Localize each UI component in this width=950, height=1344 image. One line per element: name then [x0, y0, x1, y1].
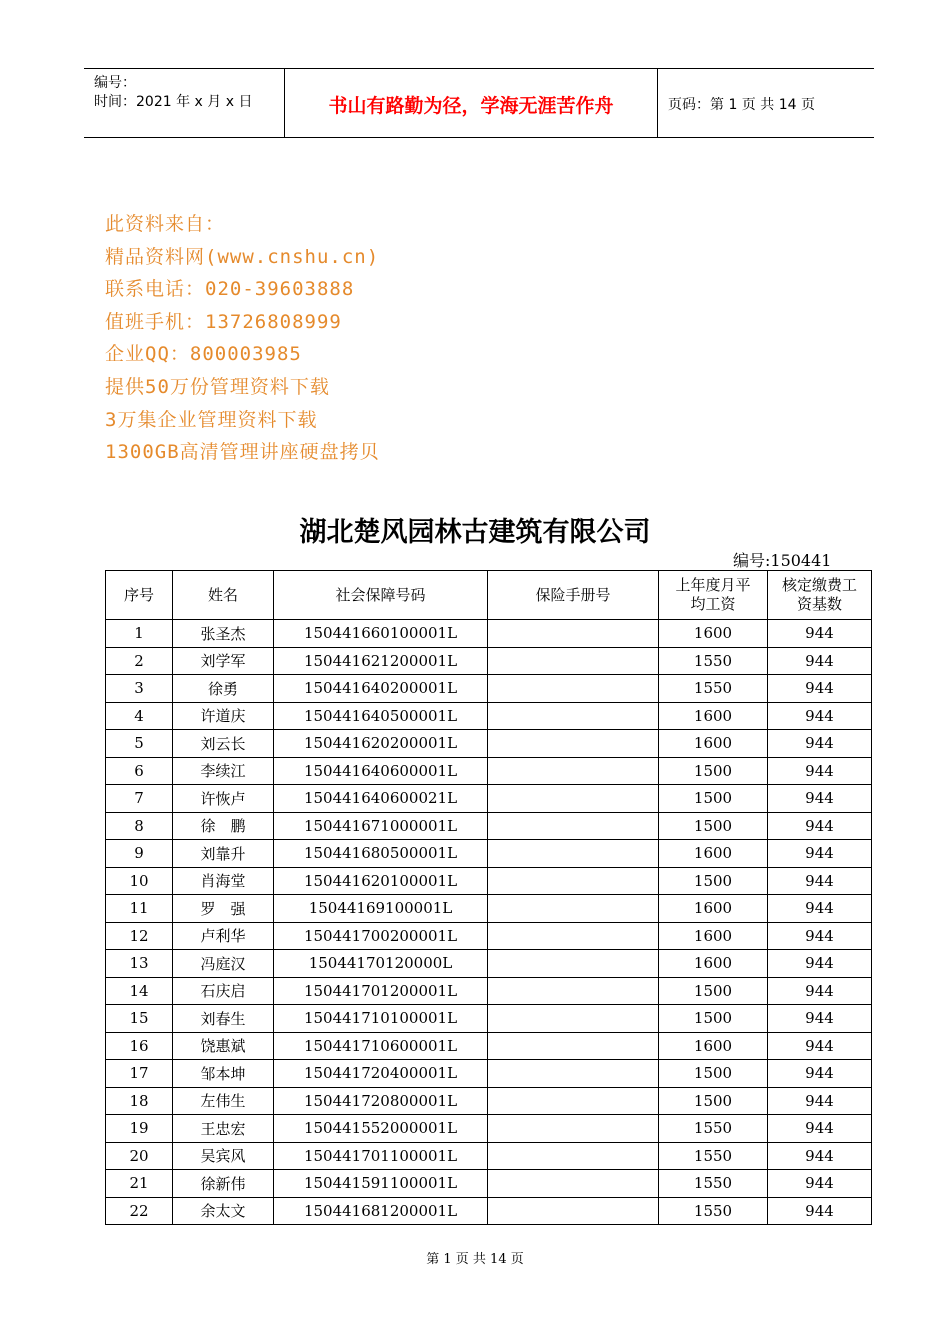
page-info-text: 页码：第 1 页 共 14 页	[668, 97, 815, 113]
avg-monthly-wage: 1600	[659, 840, 768, 868]
column-header: 上年度月平均工资	[659, 571, 768, 620]
employee-name: 张圣杰	[173, 620, 274, 648]
insurance-book-number	[488, 647, 659, 675]
social-security-number: 150441701200001L	[274, 977, 488, 1005]
insurance-book-number	[488, 757, 659, 785]
social-security-number: 150441640500001L	[274, 702, 488, 730]
contribution-base: 944	[768, 675, 872, 703]
contribution-base: 944	[768, 1032, 872, 1060]
insurance-book-number	[488, 1060, 659, 1088]
row-index: 6	[106, 757, 173, 785]
page-info-cell	[658, 69, 874, 137]
avg-monthly-wage: 1600	[659, 895, 768, 923]
row-index: 18	[106, 1087, 173, 1115]
insurance-book-number	[488, 867, 659, 895]
avg-monthly-wage: 1550	[659, 1142, 768, 1170]
source-line: 提供50万份管理资料下载	[105, 375, 330, 398]
employee-name: 刘春生	[173, 1005, 274, 1033]
table-row	[106, 1060, 872, 1088]
insurance-book-number	[488, 950, 659, 978]
contribution-base: 944	[768, 895, 872, 923]
table-row	[106, 922, 872, 950]
row-index: 2	[106, 647, 173, 675]
avg-monthly-wage: 1600	[659, 730, 768, 758]
column-header: 姓名	[173, 571, 274, 620]
table-row	[106, 1032, 872, 1060]
employee-name: 刘学军	[173, 647, 274, 675]
employee-name: 刘靠升	[173, 840, 274, 868]
avg-monthly-wage: 1600	[659, 620, 768, 648]
avg-monthly-wage: 1500	[659, 785, 768, 813]
contribution-base: 944	[768, 620, 872, 648]
source-line: 3万集企业管理资料下载	[105, 408, 318, 431]
table-row	[106, 702, 872, 730]
employee-name: 许道庆	[173, 702, 274, 730]
contribution-base: 944	[768, 757, 872, 785]
motto-cell	[285, 69, 658, 137]
employee-name: 徐新伟	[173, 1170, 274, 1198]
social-security-number: 150441720400001L	[274, 1060, 488, 1088]
source-line: 1300GB高清管理讲座硬盘拷贝	[105, 441, 380, 464]
social-security-number: 15044170120000L	[274, 950, 488, 978]
insurance-book-number	[488, 1170, 659, 1198]
document-number: 编号:150441	[733, 551, 832, 570]
social-security-number: 150441621200001L	[274, 647, 488, 675]
insurance-book-number	[488, 840, 659, 868]
avg-monthly-wage: 1550	[659, 675, 768, 703]
insurance-book-number	[488, 1087, 659, 1115]
contribution-base: 944	[768, 922, 872, 950]
insurance-book-number	[488, 922, 659, 950]
insurance-book-number	[488, 1032, 659, 1060]
contribution-base: 944	[768, 1005, 872, 1033]
row-index: 22	[106, 1197, 173, 1225]
avg-monthly-wage: 1500	[659, 757, 768, 785]
insurance-book-number	[488, 977, 659, 1005]
contribution-base: 944	[768, 1087, 872, 1115]
contribution-base: 944	[768, 867, 872, 895]
social-security-number: 150441671000001L	[274, 812, 488, 840]
table-row	[106, 1005, 872, 1033]
page-footer: 第 1 页 共 14 页	[426, 1252, 524, 1267]
source-line: 值班手机：13726808999	[105, 310, 342, 333]
contribution-base: 944	[768, 1115, 872, 1143]
date-label: 时间：2021 年 x 月 x 日	[94, 94, 253, 110]
table-row	[106, 1142, 872, 1170]
employee-name: 左伟生	[173, 1087, 274, 1115]
contribution-base: 944	[768, 1060, 872, 1088]
social-security-number: 150441620200001L	[274, 730, 488, 758]
social-security-number: 150441681200001L	[274, 1197, 488, 1225]
doc-number-label: 编号：	[94, 75, 136, 91]
row-index: 21	[106, 1170, 173, 1198]
social-security-number: 150441640600001L	[274, 757, 488, 785]
social-security-number: 150441720800001L	[274, 1087, 488, 1115]
row-index: 13	[106, 950, 173, 978]
row-index: 3	[106, 675, 173, 703]
table-row	[106, 675, 872, 703]
contribution-base: 944	[768, 647, 872, 675]
table-row	[106, 840, 872, 868]
social-security-number: 150441680500001L	[274, 840, 488, 868]
row-index: 5	[106, 730, 173, 758]
avg-monthly-wage: 1500	[659, 977, 768, 1005]
social-security-number: 150441660100001L	[274, 620, 488, 648]
employee-name: 肖海堂	[173, 867, 274, 895]
table-row	[106, 977, 872, 1005]
social-security-number: 150441710100001L	[274, 1005, 488, 1033]
employee-name: 邹本坤	[173, 1060, 274, 1088]
table-row	[106, 812, 872, 840]
source-line: 联系电话：020-39603888	[105, 278, 355, 301]
header-meta-cell	[84, 69, 285, 137]
employee-name: 卢利华	[173, 922, 274, 950]
row-index: 16	[106, 1032, 173, 1060]
table-row	[106, 1115, 872, 1143]
avg-monthly-wage: 1550	[659, 1115, 768, 1143]
source-line: 企业QQ：800003985	[105, 343, 302, 366]
source-line: 精品资料网(www.cnshu.cn)	[105, 245, 380, 268]
social-security-number: 150441700200001L	[274, 922, 488, 950]
row-index: 1	[106, 620, 173, 648]
insurance-book-number	[488, 730, 659, 758]
source-info-block	[105, 208, 380, 469]
column-header: 核定缴费工资基数	[768, 571, 872, 620]
social-security-number: 150441591100001L	[274, 1170, 488, 1198]
contribution-base: 944	[768, 950, 872, 978]
avg-monthly-wage: 1550	[659, 1197, 768, 1225]
table-row	[106, 647, 872, 675]
social-security-number: 150441710600001L	[274, 1032, 488, 1060]
avg-monthly-wage: 1600	[659, 702, 768, 730]
employee-name: 李续江	[173, 757, 274, 785]
table-row	[106, 1087, 872, 1115]
avg-monthly-wage: 1500	[659, 867, 768, 895]
table-row	[106, 867, 872, 895]
employee-name: 许恢卢	[173, 785, 274, 813]
social-security-number: 150441701100001L	[274, 1142, 488, 1170]
insurance-book-number	[488, 1142, 659, 1170]
social-security-number: 150441552000001L	[274, 1115, 488, 1143]
insurance-book-number	[488, 785, 659, 813]
source-line: 此资料来自：	[105, 213, 226, 235]
contribution-base: 944	[768, 1170, 872, 1198]
company-title: 湖北楚风园林古建筑有限公司	[299, 517, 651, 548]
employee-table	[105, 570, 872, 1225]
insurance-book-number	[488, 675, 659, 703]
row-index: 10	[106, 867, 173, 895]
motto-text: 书山有路勤为径，学海无涯苦作舟	[328, 95, 614, 117]
row-index: 8	[106, 812, 173, 840]
social-security-number: 15044169100001L	[274, 895, 488, 923]
column-header: 社会保障号码	[274, 571, 488, 620]
employee-name: 饶惠斌	[173, 1032, 274, 1060]
contribution-base: 944	[768, 812, 872, 840]
row-index: 12	[106, 922, 173, 950]
contribution-base: 944	[768, 1142, 872, 1170]
insurance-book-number	[488, 1005, 659, 1033]
row-index: 15	[106, 1005, 173, 1033]
insurance-book-number	[488, 620, 659, 648]
employee-name: 刘云长	[173, 730, 274, 758]
social-security-number: 150441640600021L	[274, 785, 488, 813]
avg-monthly-wage: 1550	[659, 647, 768, 675]
avg-monthly-wage: 1500	[659, 1060, 768, 1088]
table-row	[106, 620, 872, 648]
table-row	[106, 895, 872, 923]
column-header: 序号	[106, 571, 173, 620]
row-index: 14	[106, 977, 173, 1005]
employee-name: 吴宾风	[173, 1142, 274, 1170]
employee-name: 冯庭汉	[173, 950, 274, 978]
employee-name: 王忠宏	[173, 1115, 274, 1143]
social-security-number: 150441640200001L	[274, 675, 488, 703]
table-header-row	[106, 571, 872, 620]
insurance-book-number	[488, 895, 659, 923]
page-header	[84, 68, 874, 138]
avg-monthly-wage: 1500	[659, 1087, 768, 1115]
avg-monthly-wage: 1500	[659, 1005, 768, 1033]
insurance-book-number	[488, 812, 659, 840]
table-row	[106, 730, 872, 758]
row-index: 17	[106, 1060, 173, 1088]
social-security-number: 150441620100001L	[274, 867, 488, 895]
row-index: 7	[106, 785, 173, 813]
avg-monthly-wage: 1550	[659, 1170, 768, 1198]
contribution-base: 944	[768, 730, 872, 758]
contribution-base: 944	[768, 1197, 872, 1225]
table-row	[106, 1170, 872, 1198]
contribution-base: 944	[768, 977, 872, 1005]
avg-monthly-wage: 1600	[659, 950, 768, 978]
employee-name: 徐 鹏	[173, 812, 274, 840]
contribution-base: 944	[768, 840, 872, 868]
employee-name: 石庆启	[173, 977, 274, 1005]
table-row	[106, 1197, 872, 1225]
employee-name: 余太文	[173, 1197, 274, 1225]
row-index: 20	[106, 1142, 173, 1170]
table-row	[106, 757, 872, 785]
table-row	[106, 950, 872, 978]
avg-monthly-wage: 1600	[659, 1032, 768, 1060]
table-row	[106, 785, 872, 813]
insurance-book-number	[488, 702, 659, 730]
insurance-book-number	[488, 1115, 659, 1143]
employee-name: 罗 强	[173, 895, 274, 923]
contribution-base: 944	[768, 785, 872, 813]
row-index: 4	[106, 702, 173, 730]
column-header: 保险手册号	[488, 571, 659, 620]
employee-name: 徐勇	[173, 675, 274, 703]
row-index: 11	[106, 895, 173, 923]
avg-monthly-wage: 1500	[659, 812, 768, 840]
insurance-book-number	[488, 1197, 659, 1225]
row-index: 9	[106, 840, 173, 868]
avg-monthly-wage: 1600	[659, 922, 768, 950]
row-index: 19	[106, 1115, 173, 1143]
contribution-base: 944	[768, 702, 872, 730]
